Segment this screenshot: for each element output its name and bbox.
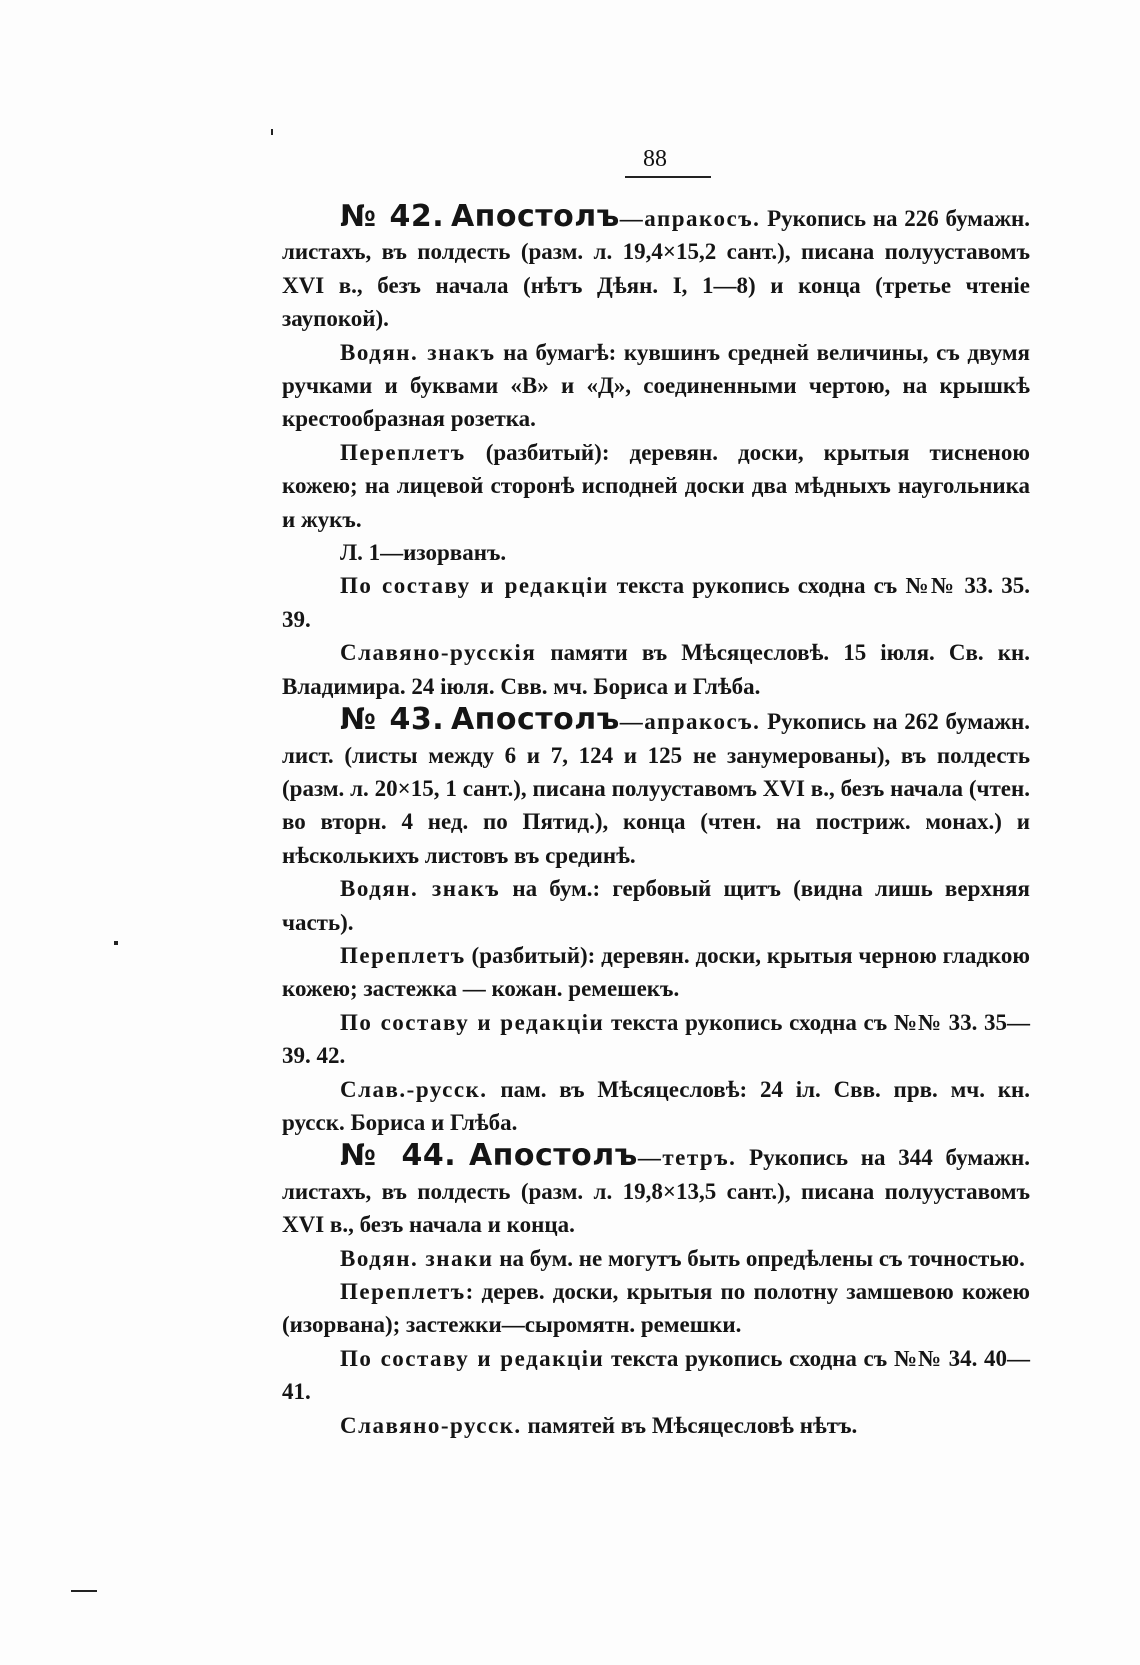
- entry-42-lead: —апракосъ.: [619, 206, 761, 231]
- entry-42-text: Рукопись на 226 бумажн. листахъ, въ полдесть (разм. л. 19,4×15,2 сант.), писана полууставомъ XVI в., безъ начала (нѣтъ Дѣян. I, 1—8) и конца (третье чтеніе заупокой).: [282, 206, 1030, 332]
- entry-42-watermark: Водян. знакъ на бумагѣ: кувшинъ средней величины, съ двумя ручками и буквами «В» и «Д», соединенными чертою, на крышкѣ крестообразная розетка.: [282, 339, 1030, 432]
- entry-44-text: Рукопись на 344 бумажн. листахъ, въ полдесть (разм. л. 19,8×13,5 сант.), писана полууставомъ XVI в., безъ начала и конца.: [282, 1145, 1031, 1238]
- entry-43-menologion: Слав.-русск. пам. въ Мѣсяцесловѣ: 24 іл. Свв. прв. мч. кн. русск. Бориса и Глѣба.: [282, 1076, 1030, 1135]
- entry-44-number: № 44.: [340, 1138, 457, 1174]
- page-number-rule: [625, 176, 711, 178]
- entry-43-text: Рукопись на 262 бумажн. лист. (листы между 6 и 7, 124 и 125 не занумерованы), въ полдесть (разм. л. 20×15, 1 сант.), писана полууставомъ XVI в., безъ начала (чтен. во вторн. 4 нед. по Пятид.), конца (чтен. на постриж. монах.) и нѣсколькихъ листовъ въ срединѣ.: [282, 709, 1030, 868]
- scan-speck: [114, 941, 118, 945]
- entry-44-watermark: Водян. знаки на бум. не могутъ быть опредѣлены съ точностью.: [340, 1245, 1025, 1271]
- entry-42-title: Апостолъ: [450, 199, 620, 234]
- entry-42-binding: Переплетъ (разбитый): деревян. доски, крытыя тисненою кожею; на лицевой сторонѣ исподней доски два мѣдныхъ наугольника и жукъ.: [282, 439, 1030, 532]
- entry-43-title: Апостолъ: [450, 702, 620, 738]
- entry-44-binding: Переплетъ: дерев. доски, крытыя по полотну замшевою кожею (изорвана); застежки—сыромятн. ремешки.: [282, 1279, 1030, 1338]
- scan-speck: [271, 129, 273, 135]
- entry-42-composition: По составу и редакціи текста рукопись сходна съ №№ 33. 35. 39.: [282, 573, 1030, 632]
- entry-42-menologion: Славяно-русскія памяти въ Мѣсяцесловѣ. 15 іюля. Св. кн. Владимира. 24 іюля. Свв. мч. Бориса и Глѣба.: [282, 640, 1030, 699]
- entry-43-binding: Переплетъ (разбитый): деревян. доски, крытыя черною гладкою кожею; застежка — кожан. ремешекъ.: [282, 942, 1030, 1002]
- scan-speck: [71, 1590, 97, 1592]
- entry-44-composition: По составу и редакціи текста рукопись сходна съ №№ 34. 40—41.: [282, 1345, 1030, 1405]
- entry-43-watermark: Водян. знакъ на бум.: гербовый щитъ (видна лишь верхняя часть).: [282, 876, 1030, 935]
- entry-42-leaf-note: Л. 1—изорванъ.: [340, 540, 507, 566]
- page-number: 88: [643, 146, 667, 172]
- entry-43-lead: —апракосъ.: [619, 709, 761, 735]
- entry-42-number: № 42.: [340, 199, 445, 234]
- entry-43-description: [282, 703, 1030, 872]
- catalog-text: [282, 200, 1030, 1442]
- entry-44-menologion: Славяно-русск. памятей въ Мѣсяцесловѣ нѣтъ.: [340, 1412, 858, 1438]
- entry-43-number: № 43.: [340, 702, 445, 738]
- entry-44-lead: —тетръ.: [637, 1145, 737, 1171]
- entry-44-title: Апостолъ: [468, 1138, 638, 1174]
- entry-42-description: [282, 200, 1030, 336]
- entry-44-description: [282, 1139, 1030, 1241]
- entry-43-composition: По составу и редакціи текста рукопись сходна съ №№ 33. 35—39. 42.: [282, 1009, 1030, 1069]
